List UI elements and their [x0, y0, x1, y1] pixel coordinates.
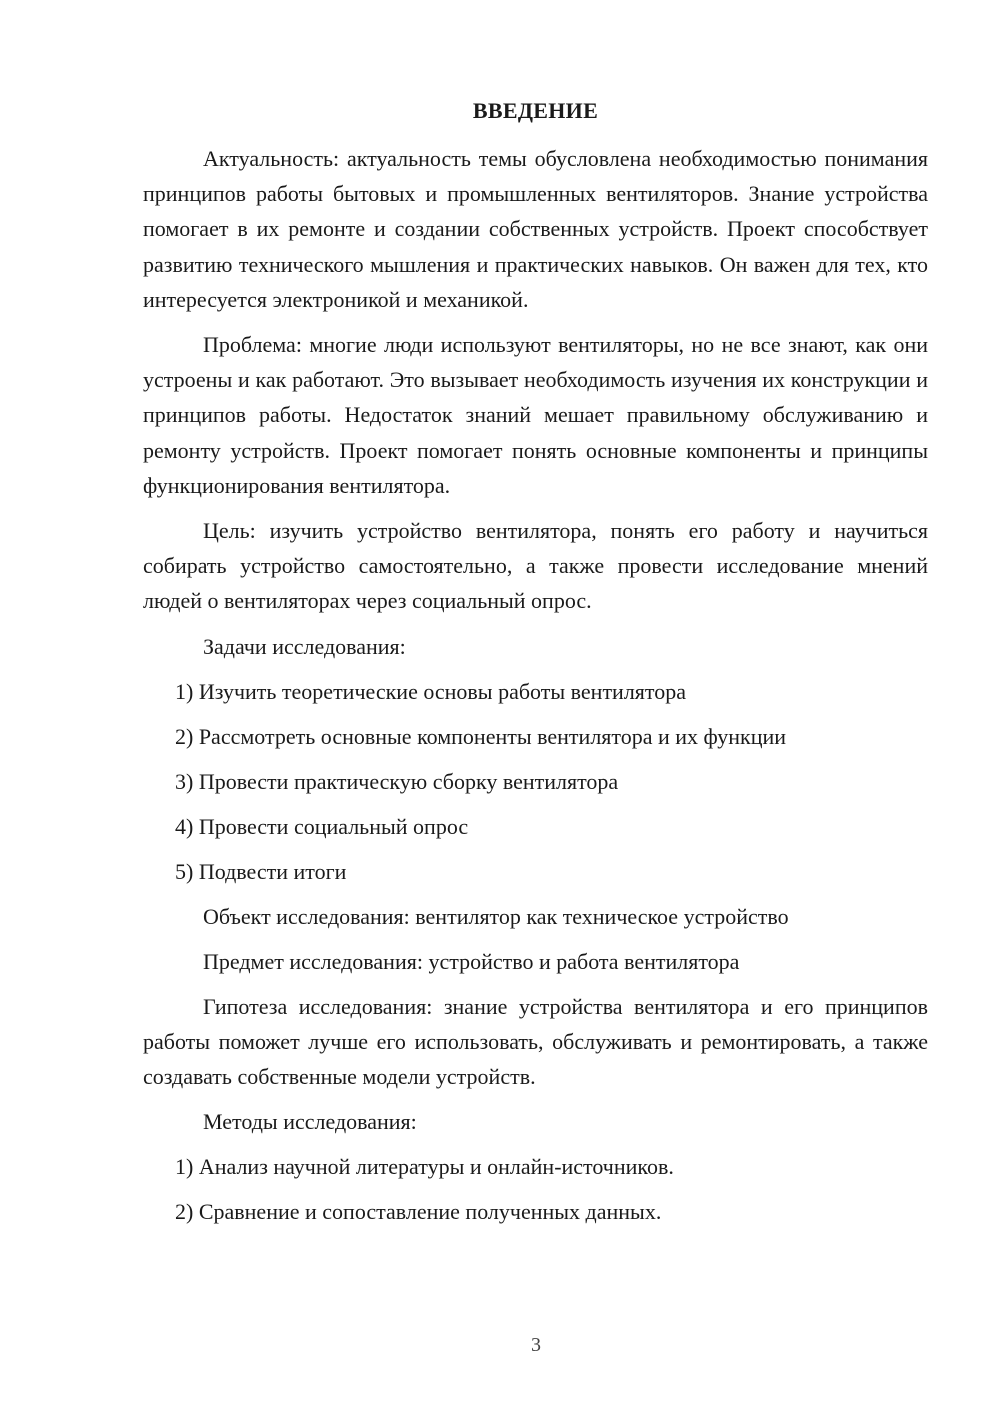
task-item: 1) Изучить теоретические основы работы вентилятора [175, 678, 687, 704]
task-item: 3) Провести практическую сборку вентилятора [175, 768, 619, 794]
page-number: 3 [531, 1334, 541, 1356]
section-title: ВВЕДЕНИЕ [472, 98, 599, 123]
problem-paragraph: Проблема: многие люди используют вентиляторы, но не все знают, как они устроены и как работают. Это вызывает необходимость изучения их конструкции и принципов работы. Недостаток знаний мешает правильному обслуживанию и ремонту устройств. Проект помогает понять основные компоненты и принципы функционирования вентилятора. [143, 332, 928, 498]
research-object: Объект исследования: вентилятор как техническое устройство [203, 903, 789, 929]
tasks-label: Задачи исследования: [203, 633, 406, 659]
method-item: 1) Анализ научной литературы и онлайн-источников. [175, 1154, 674, 1180]
hypothesis-paragraph: Гипотеза исследования: знание устройства вентилятора и его принципов работы поможет лучше его использовать, обслуживать и ремонтировать, а также создавать собственные модели устройств. [143, 993, 928, 1090]
method-item: 2) Сравнение и сопоставление полученных данных. [175, 1199, 662, 1225]
research-subject: Предмет исследования: устройство и работа вентилятора [203, 948, 740, 974]
goal-paragraph: Цель: изучить устройство вентилятора, понять его работу и научиться собирать устройство самостоятельно, а также провести исследование мнений людей о вентиляторах через социальный опрос. [143, 518, 928, 614]
relevance-paragraph: Актуальность: актуальность темы обусловлена необходимостью понимания принципов работы бытовых и промышленных вентиляторов. Знание устройства помогает в их ремонте и создании собственных устройств. Проект способствует развитию технического мышления и практических навыков. Он важен для тех, кто интересуется электроникой и механикой. [143, 146, 928, 312]
document-page [143, 95, 928, 1239]
methods-label: Методы исследования: [203, 1109, 417, 1135]
task-item: 4) Провести социальный опрос [175, 813, 469, 839]
task-item: 2) Рассмотреть основные компоненты вентилятора и их функции [175, 723, 787, 749]
task-item: 5) Подвести итоги [175, 858, 347, 884]
